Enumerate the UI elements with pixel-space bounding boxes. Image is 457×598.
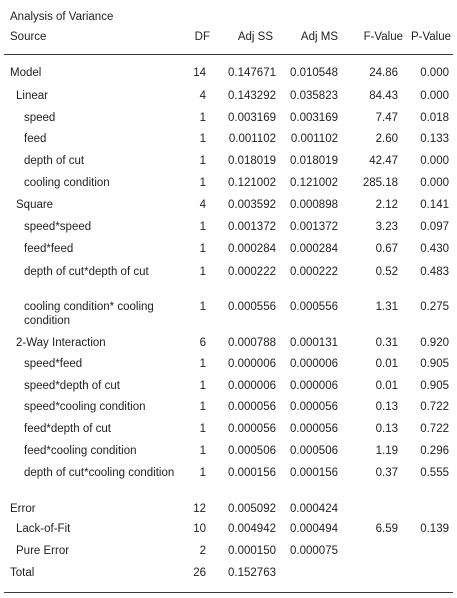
row-f-value: 0.31 <box>375 337 398 349</box>
row-adj-ms: 0.000506 <box>290 445 338 457</box>
row-f-value: 6.59 <box>375 523 398 535</box>
row-adj-ss: 0.000150 <box>228 545 276 557</box>
row-adj-ms: 0.018019 <box>290 155 338 167</box>
row-adj-ms: 0.000284 <box>290 243 338 255</box>
row-f-value: 0.67 <box>375 243 398 255</box>
row-source: depth of cut <box>24 155 85 167</box>
row-p-value: 0.722 <box>420 423 449 435</box>
row-adj-ss: 0.000006 <box>228 358 276 370</box>
row-df: 6 <box>199 337 206 349</box>
row-df: 1 <box>199 301 206 313</box>
row-adj-ms: 0.000222 <box>290 266 338 278</box>
row-adj-ms: 0.000131 <box>290 337 338 349</box>
row-adj-ss: 0.004942 <box>228 523 276 535</box>
row-df: 26 <box>193 567 206 579</box>
row-df: 2 <box>199 545 206 557</box>
row-f-value: 0.13 <box>375 423 398 435</box>
header-p-value: P-Value <box>410 31 451 43</box>
table-title: Analysis of Variance <box>10 11 114 23</box>
row-adj-ms: 0.001372 <box>290 221 338 233</box>
row-adj-ms: 0.000424 <box>290 503 338 515</box>
row-adj-ms: 0.010548 <box>290 67 338 79</box>
row-adj-ss: 0.143292 <box>228 90 276 102</box>
row-source: feed*feed <box>24 243 74 255</box>
row-adj-ss: 0.005092 <box>228 503 276 515</box>
row-source: cooling condition <box>24 177 110 189</box>
row-source: Total <box>10 567 35 579</box>
row-adj-ms: 0.000075 <box>290 545 338 557</box>
row-source: feed*cooling condition <box>24 445 137 457</box>
row-source: Lack-of-Fit <box>16 523 71 535</box>
row-f-value: 7.47 <box>375 112 398 124</box>
row-adj-ss: 0.000222 <box>228 266 276 278</box>
row-f-value: 24.86 <box>369 67 398 79</box>
row-source: Square <box>16 199 54 211</box>
row-adj-ms: 0.000156 <box>290 467 338 479</box>
row-p-value: 0.018 <box>420 112 449 124</box>
header-adj-ms: Adj MS <box>300 31 338 43</box>
row-adj-ss: 0.001102 <box>228 133 276 145</box>
row-adj-ms: 0.000056 <box>290 401 338 413</box>
row-p-value: 0.133 <box>420 133 449 145</box>
row-adj-ss: 0.000506 <box>228 445 276 457</box>
row-adj-ss: 0.000006 <box>228 380 276 392</box>
row-adj-ms: 0.001102 <box>290 133 338 145</box>
row-source: feed <box>24 133 47 145</box>
row-adj-ms: 0.121002 <box>290 177 338 189</box>
row-p-value: 0.920 <box>420 337 449 349</box>
row-adj-ss: 0.000556 <box>228 301 276 313</box>
row-p-value: 0.139 <box>420 523 449 535</box>
header-rule <box>4 54 453 55</box>
row-df: 14 <box>193 67 206 79</box>
row-f-value: 285.18 <box>362 177 398 189</box>
row-adj-ss: 0.003169 <box>228 112 276 124</box>
row-adj-ms: 0.000898 <box>290 199 338 211</box>
row-p-value: 0.555 <box>420 467 449 479</box>
row-p-value: 0.483 <box>420 266 449 278</box>
row-f-value: 42.47 <box>369 155 398 167</box>
row-df: 4 <box>199 199 206 211</box>
row-f-value: 2.60 <box>375 133 398 145</box>
bottom-rule <box>4 592 453 593</box>
row-df: 1 <box>199 445 206 457</box>
row-adj-ms: 0.035823 <box>290 90 338 102</box>
row-f-value: 1.31 <box>375 301 398 313</box>
row-adj-ms: 0.003169 <box>290 112 338 124</box>
table-header-row <box>4 30 453 44</box>
row-source: speed <box>24 112 56 124</box>
header-df: DF <box>194 31 210 43</box>
row-source: speed*feed <box>24 358 83 370</box>
anova-table <box>4 0 453 594</box>
row-source: depth of cut*cooling condition <box>24 467 175 479</box>
row-adj-ms: 0.000494 <box>290 523 338 535</box>
header-f-value: F-Value <box>363 31 403 43</box>
row-df: 1 <box>199 266 206 278</box>
row-adj-ss: 0.000056 <box>228 423 276 435</box>
row-source: cooling condition* cooling condition <box>24 301 154 327</box>
header-adj-ss: Adj SS <box>237 31 273 43</box>
row-p-value: 0.141 <box>420 199 449 211</box>
row-source: feed*depth of cut <box>24 423 111 435</box>
row-adj-ss: 0.000156 <box>228 467 276 479</box>
row-df: 1 <box>199 423 206 435</box>
row-df: 1 <box>199 177 206 189</box>
row-p-value: 0.000 <box>420 67 449 79</box>
row-df: 1 <box>199 221 206 233</box>
row-f-value: 0.37 <box>375 467 398 479</box>
row-df: 10 <box>193 523 206 535</box>
row-p-value: 0.430 <box>420 243 449 255</box>
row-p-value: 0.722 <box>420 401 449 413</box>
row-p-value: 0.905 <box>420 380 449 392</box>
row-df: 1 <box>199 155 206 167</box>
row-adj-ss: 0.001372 <box>228 221 276 233</box>
row-adj-ss: 0.147671 <box>228 67 276 79</box>
row-adj-ms: 0.000006 <box>290 380 338 392</box>
row-adj-ms: 0.000006 <box>290 358 338 370</box>
row-adj-ms: 0.000556 <box>290 301 338 313</box>
row-p-value: 0.275 <box>420 301 449 313</box>
header-source: Source <box>10 31 47 43</box>
row-df: 1 <box>199 401 206 413</box>
row-f-value: 0.13 <box>375 401 398 413</box>
row-df: 1 <box>199 358 206 370</box>
row-df: 1 <box>199 243 206 255</box>
row-f-value: 0.01 <box>375 358 398 370</box>
row-df: 12 <box>193 503 206 515</box>
row-adj-ss: 0.121002 <box>228 177 276 189</box>
row-source: Linear <box>16 90 48 102</box>
row-source: 2-Way Interaction <box>16 337 106 349</box>
row-adj-ms: 0.000056 <box>290 423 338 435</box>
row-source: Error <box>10 503 36 515</box>
row-f-value: 1.19 <box>375 445 398 457</box>
row-source: depth of cut*depth of cut <box>24 266 149 278</box>
row-f-value: 84.43 <box>369 90 398 102</box>
row-source: Model <box>10 67 42 79</box>
row-df: 4 <box>199 90 206 102</box>
row-df: 1 <box>199 380 206 392</box>
row-f-value: 0.01 <box>375 380 398 392</box>
row-adj-ss: 0.000284 <box>228 243 276 255</box>
row-f-value: 2.12 <box>375 199 398 211</box>
row-adj-ss: 0.018019 <box>228 155 276 167</box>
row-adj-ss: 0.000788 <box>228 337 276 349</box>
row-df: 1 <box>199 112 206 124</box>
row-f-value: 0.52 <box>375 266 398 278</box>
row-df: 1 <box>199 467 206 479</box>
row-adj-ss: 0.152763 <box>228 567 276 579</box>
row-adj-ss: 0.000056 <box>228 401 276 413</box>
row-p-value: 0.000 <box>420 90 449 102</box>
row-p-value: 0.905 <box>420 358 449 370</box>
row-p-value: 0.296 <box>420 445 449 457</box>
row-source: Pure Error <box>16 545 70 557</box>
row-source: speed*cooling condition <box>24 401 146 413</box>
row-source: speed*speed <box>24 221 92 233</box>
row-df: 1 <box>199 133 206 145</box>
row-f-value: 3.23 <box>375 221 398 233</box>
row-adj-ss: 0.003592 <box>228 199 276 211</box>
row-p-value: 0.000 <box>420 155 449 167</box>
row-source: speed*depth of cut <box>24 380 120 392</box>
row-p-value: 0.097 <box>420 221 449 233</box>
row-p-value: 0.000 <box>420 177 449 189</box>
